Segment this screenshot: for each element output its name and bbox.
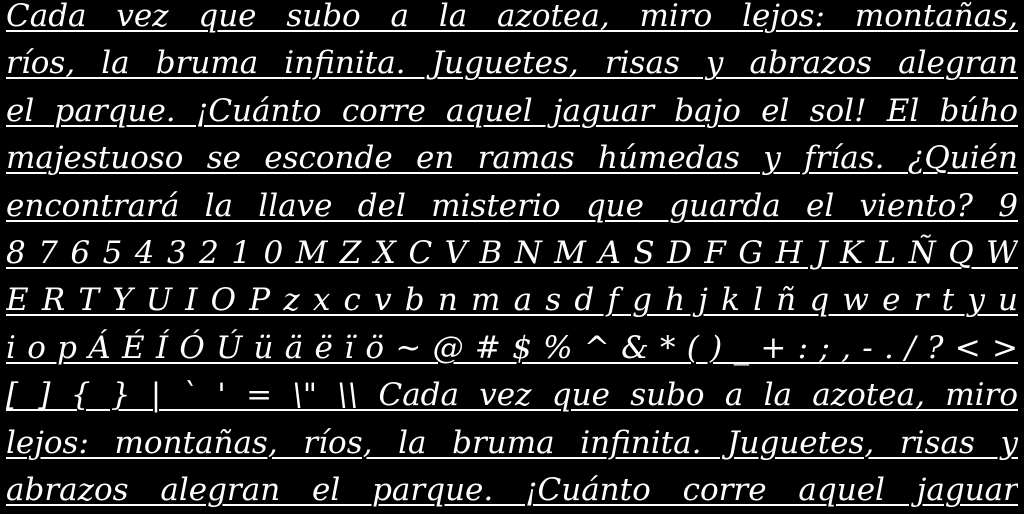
text-line-8: i o p Á É Í Ó Ú ü ä ë ï ö ~ @ # $ % ^ & * ( ) _ + : ; , - . / ? < > (6, 329, 1018, 366)
text-line-6: 8 7 6 5 4 3 2 1 0 M Z X C V B N M A S D F G H J K L Ñ Q W (6, 234, 1018, 271)
text-line-11: abrazos alegran el parque. ¡Cuánto corre aquel jaguar (6, 471, 1018, 508)
text-line-5: encontrará la llave del misterio que guarda el viento? 9 (6, 187, 1018, 224)
text-line-1: Cada vez que subo a la azotea, miro lejos: montañas, (6, 0, 1018, 34)
text-line-3: el parque. ¡Cuánto corre aquel jaguar bajo el sol! El búho (6, 92, 1018, 129)
text-block (6, 0, 1018, 514)
text-line-2: ríos, la bruma infinita. Juguetes, risas y abrazos alegran (6, 45, 1018, 82)
text-line-4: majestuoso se esconde en ramas húmedas y frías. ¿Quién (6, 140, 1018, 177)
text-line-7: E R T Y U I O P z x c v b n m a s d f g h j k l ñ q w e r t y u (6, 282, 1018, 319)
text-line-9: [ ] { } | ` ' = \" \\ Cada vez que subo a la azotea, miro (6, 377, 1018, 414)
text-line-10: lejos: montañas, ríos, la bruma infinita. Juguetes, risas y (6, 424, 1018, 461)
